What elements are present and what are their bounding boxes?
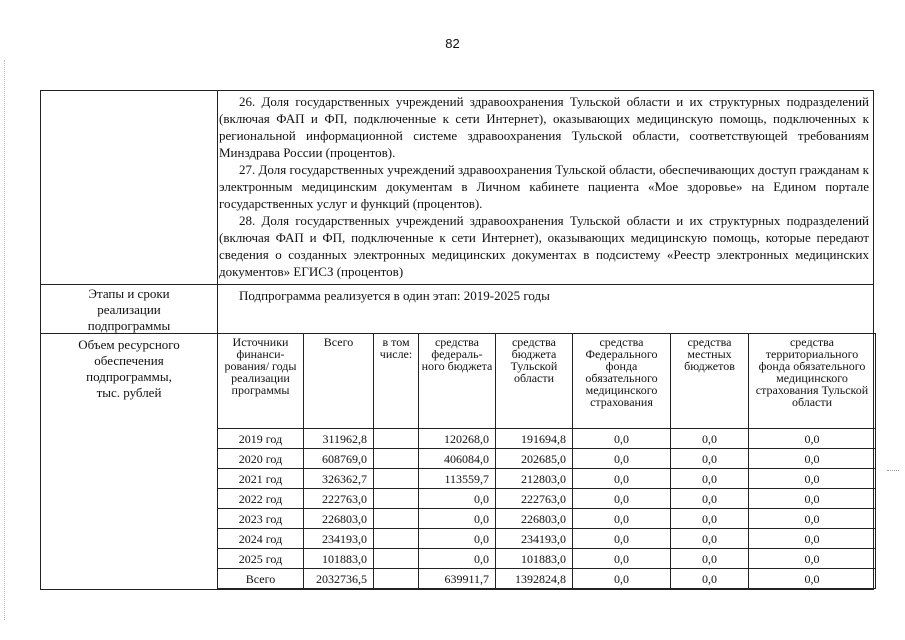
cell-year: Всего [218,569,304,589]
cell-ffoms: 0,0 [573,569,671,589]
cell-year: 2020 год [218,449,304,469]
cell-regional: 212803,0 [496,469,573,489]
cell-total: 2032736,5 [304,569,374,589]
cell-total: 234193,0 [304,529,374,549]
table-row [218,549,876,569]
indicator-28: 28. Доля государственных учреждений здравоохранения Тульской области и их структурных подразделений (включая ФАП и ФП, подключенные к сети Интернет), оказывающих медицинскую помощь, которые передают сведения о созданных электронных медицинских документах в подсистему «Реестр электронных медицинских документов» ЕГИСЗ (процентов) [219,213,869,279]
indicator-26: 26. Доля государственных учреждений здравоохранения Тульской области и их структурных подразделений (включая ФАП и ФП, подключенные к сети Интернет), оказывающих медицинскую помощь, подключенных к региональной информационной системе здравоохранения Тульской области, соответствующей требованиям Минздрава России (процентов). [219,94,869,160]
header-ffoms: средства Федерального фонда обязательного медицинского страхования [573,334,671,429]
cell-regional: 202685,0 [496,449,573,469]
cell-federal: 113559,7 [419,469,496,489]
cell-year: 2023 год [218,509,304,529]
cell-including [374,529,419,549]
cell-tfoms: 0,0 [749,549,876,569]
table-row [218,489,876,509]
cell-local: 0,0 [671,549,749,569]
header-total: Всего [304,334,374,429]
cell-ffoms: 0,0 [573,489,671,509]
cell-regional: 234193,0 [496,529,573,549]
cell-including [374,509,419,529]
cell-federal: 639911,7 [419,569,496,589]
scan-edge-mark-right [887,470,899,472]
cell-year: 2021 год [218,469,304,489]
cell-tfoms: 0,0 [749,529,876,549]
cell-tfoms: 0,0 [749,449,876,469]
cell-ffoms: 0,0 [573,509,671,529]
cell-tfoms: 0,0 [749,569,876,589]
cell-including [374,449,419,469]
header-local: средства местных бюджетов [671,334,749,429]
financing-header-row [218,334,876,429]
row-divider-stages [41,284,873,285]
resources-label: Объем ресурсного обеспечения подпрограммы, тыс. рублей [78,337,180,400]
table-row [218,569,876,589]
table-row [218,429,876,449]
cell-local: 0,0 [671,429,749,449]
table-row [218,449,876,469]
header-sources: Источники финанси-рования/ годы реализации программы [218,334,304,429]
stages-text: Подпрограмма реализуется в один этап: 2019-2025 годы [239,288,550,303]
scan-edge-marks [4,60,9,620]
header-regional: средства бюджета Тульской области [496,334,573,429]
cell-year: 2024 год [218,529,304,549]
cell-regional: 191694,8 [496,429,573,449]
cell-total: 326362,7 [304,469,374,489]
stages-label: Этапы и сроки реализации подпрограммы [87,286,171,333]
cell-tfoms: 0,0 [749,489,876,509]
header-federal: средства федераль-ного бюджета [419,334,496,429]
cell-year: 2025 год [218,549,304,569]
indicators-text [219,93,869,280]
cell-total: 222763,0 [304,489,374,509]
page-number: 82 [445,36,460,51]
cell-regional: 226803,0 [496,509,573,529]
cell-tfoms: 0,0 [749,469,876,489]
header-tfoms: средства территориального фонда обязательного медицинского страхования Тульской области [749,334,876,429]
cell-federal: 0,0 [419,529,496,549]
cell-local: 0,0 [671,489,749,509]
cell-local: 0,0 [671,529,749,549]
cell-including [374,469,419,489]
cell-federal: 406084,0 [419,449,496,469]
table-row [218,529,876,549]
indicator-27: 27. Доля государственных учреждений здравоохранения Тульской области, обеспечивающих доступ гражданам к электронным медицинским документам в Личном кабинете пациента «Мое здоровье» на Едином портале государственных услуг и функций (процентов). [219,162,869,211]
cell-local: 0,0 [671,469,749,489]
cell-ffoms: 0,0 [573,429,671,449]
cell-including [374,549,419,569]
cell-regional: 1392824,8 [496,569,573,589]
cell-total: 101883,0 [304,549,374,569]
table-row [218,469,876,489]
cell-ffoms: 0,0 [573,529,671,549]
cell-including [374,569,419,589]
cell-including [374,429,419,449]
cell-tfoms: 0,0 [749,429,876,449]
cell-local: 0,0 [671,449,749,469]
cell-local: 0,0 [671,509,749,529]
financing-table [217,333,875,589]
cell-local: 0,0 [671,569,749,589]
cell-year: 2022 год [218,489,304,509]
cell-regional: 101883,0 [496,549,573,569]
cell-total: 608769,0 [304,449,374,469]
cell-ffoms: 0,0 [573,549,671,569]
cell-ffoms: 0,0 [573,449,671,469]
cell-tfoms: 0,0 [749,509,876,529]
table-row [218,509,876,529]
cell-including [374,489,419,509]
cell-federal: 0,0 [419,489,496,509]
cell-total: 226803,0 [304,509,374,529]
cell-ffoms: 0,0 [573,469,671,489]
cell-year: 2019 год [218,429,304,449]
header-including: в том числе: [374,334,419,429]
cell-total: 311962,8 [304,429,374,449]
cell-regional: 222763,0 [496,489,573,509]
passport-table [40,90,874,590]
cell-federal: 120268,0 [419,429,496,449]
cell-federal: 0,0 [419,549,496,569]
cell-federal: 0,0 [419,509,496,529]
